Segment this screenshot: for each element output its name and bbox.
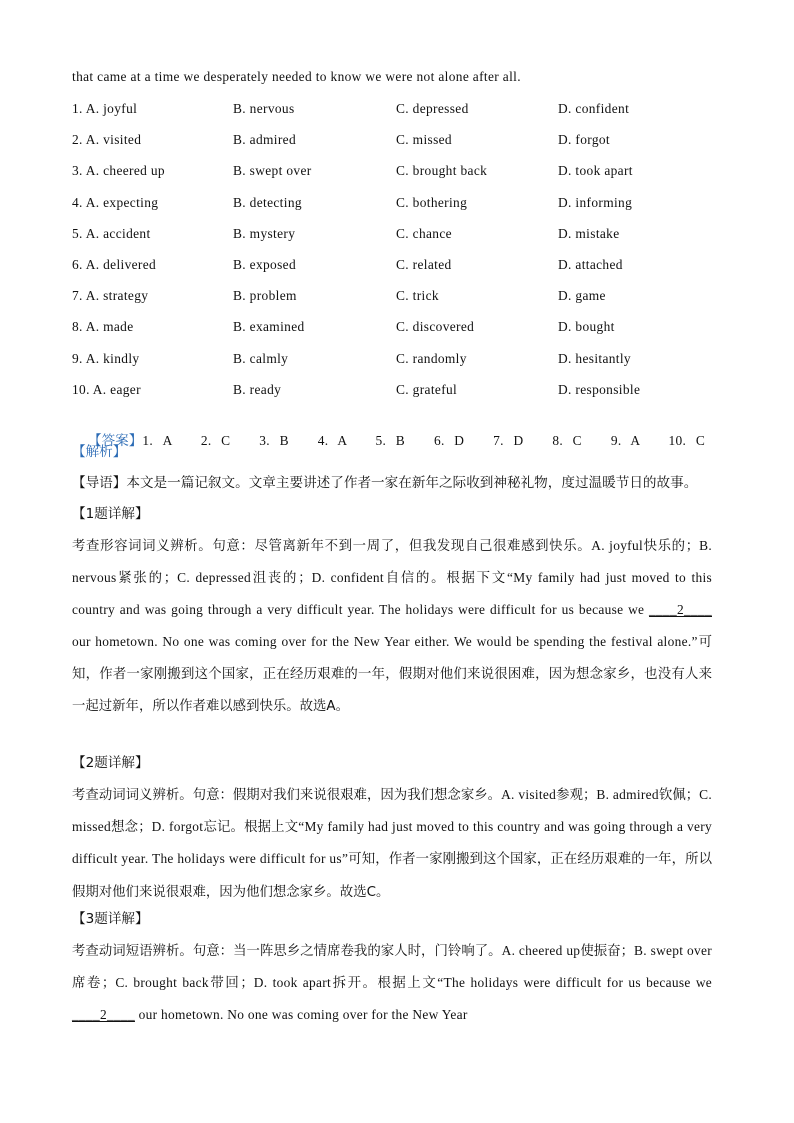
option-d: D. hesitantly <box>558 350 631 366</box>
option-a: 2. A. visited <box>72 132 142 148</box>
option-b: B. ready <box>233 381 282 397</box>
option-c: C. grateful <box>396 381 458 397</box>
option-d: D. mistake <box>558 225 620 241</box>
analysis-tag: 【解析】 <box>72 444 127 460</box>
option-b: B. mystery <box>233 225 296 241</box>
option-d: D. forgot <box>558 132 610 148</box>
option-d: D. responsible <box>558 381 641 397</box>
option-c: C. discovered <box>396 319 475 335</box>
option-row <box>72 349 752 369</box>
option-b: B. problem <box>233 288 297 304</box>
blank-2: ____2____ <box>72 1007 135 1023</box>
option-row <box>72 317 752 337</box>
q1-explanation: 考查形容词词义辨析。句意：尽管离新年不到一周了，但我发现自己很难感到快乐。A. joyful快乐的；B. nervous紧张的；C. depressed沮丧的；D. confident自信的。根据下文“My family had just moved to this country and was going through a very difficult year. The holidays were difficult for us because we ____2____ our hometown. No one was coming over for the New Year either. We would be spending the festival alone.”可知，作者一家刚搬到这个国家，正在经历艰难的一年，假期对他们来说很困难，因为想念家乡，也没有人来一起过新年，所以作者难以感到快乐。故选A。 <box>72 538 713 715</box>
q2-heading: 【2题详解】 <box>72 755 149 771</box>
option-row <box>72 161 752 181</box>
option-c: C. related <box>396 257 452 272</box>
option-row <box>72 286 752 306</box>
option-a: 1. A. joyful <box>72 101 138 116</box>
option-b: B. nervous <box>233 101 295 116</box>
option-c: C. depressed <box>396 101 469 116</box>
q1-heading: 【1题详解】 <box>72 506 149 522</box>
q3-explanation: 考查动词短语辨析。句意：当一阵思乡之情席卷我的家人时，门铃响了。A. cheered up使振奋；B. swept over席卷；C. brought back带回；D. took apart拆开。根据上文“The holidays were difficult for us because we ____2____ our hometown. No one was coming over for the New Year <box>72 943 713 1023</box>
option-d: D. informing <box>558 194 633 210</box>
option-d: D. took apart <box>558 163 633 179</box>
option-b: B. calmly <box>233 350 289 366</box>
option-c: C. bothering <box>396 194 468 210</box>
option-d: D. game <box>558 288 606 304</box>
option-a: 5. A. accident <box>72 225 151 241</box>
option-b: B. swept over <box>233 163 312 179</box>
option-b: B. exposed <box>233 257 297 272</box>
option-b: B. detecting <box>233 194 302 210</box>
guide-text: 【导语】本文是一篇记叙文。文章主要讲述了作者一家在新年之际收到神秘礼物，度过温暖节日的故事。 <box>72 475 698 491</box>
passage-last-line: that came at a time we desperately needed to know we were not alone after all. <box>72 69 521 84</box>
option-b: B. examined <box>233 319 305 335</box>
answer-values: 1. A 2. C 3. B 4. A 5. B 6. D 7. D 8. C 9. A 10. C <box>142 433 706 448</box>
option-c: C. chance <box>396 225 452 241</box>
option-row <box>72 99 752 119</box>
option-a: 4. A. expecting <box>72 194 159 210</box>
option-a: 9. A. kindly <box>72 350 140 366</box>
option-d: D. bought <box>558 319 615 335</box>
option-row <box>72 130 752 150</box>
option-a: 6. A. delivered <box>72 257 157 272</box>
option-c: C. brought back <box>396 163 488 179</box>
option-row <box>72 380 752 400</box>
option-d: D. attached <box>558 257 623 272</box>
option-row <box>72 193 752 213</box>
option-c: C. randomly <box>396 350 467 366</box>
option-d: D. confident <box>558 101 630 116</box>
option-row <box>72 224 752 244</box>
answer-tag: 【答案】 <box>88 433 143 449</box>
option-c: C. missed <box>396 132 452 148</box>
q2-explanation: 考查动词词义辨析。句意：假期对我们来说很艰难，因为我们想念家乡。A. visited参观；B. admired钦佩；C. missed想念；D. forgot忘记。根据上文“My family had just moved to this country and was going through a very difficult year. The holidays were difficult for us”可知，作者一家刚搬到这个国家，正在经历艰难的一年，所以假期对他们来说很艰难，因为他们想念家乡。故选C。 <box>72 787 713 900</box>
option-a: 8. A. made <box>72 319 134 335</box>
option-c: C. trick <box>396 288 439 304</box>
option-row <box>72 255 752 275</box>
option-a: 3. A. cheered up <box>72 163 165 179</box>
q3-heading: 【3题详解】 <box>72 911 149 927</box>
option-a: 10. A. eager <box>72 381 141 397</box>
option-b: B. admired <box>233 132 296 148</box>
answer-row <box>72 411 705 471</box>
blank-2: ____2____ <box>649 602 712 618</box>
option-a: 7. A. strategy <box>72 288 149 304</box>
